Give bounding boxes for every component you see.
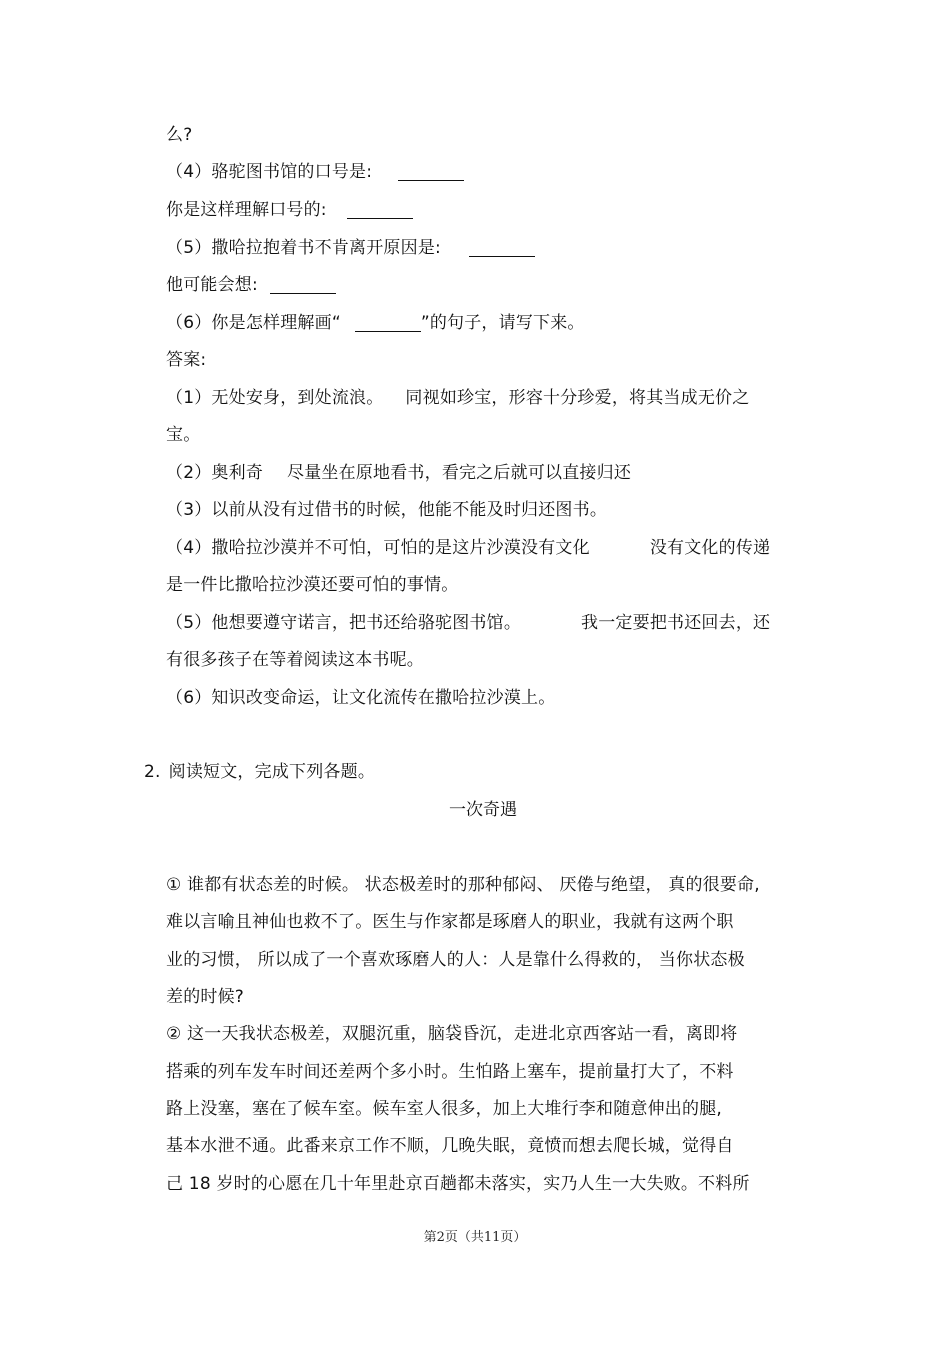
question-prompt: 阅读短文，完成下列各题。: [168, 762, 376, 782]
answer-2: [166, 461, 631, 485]
page-footer: 第2页（共11页）: [423, 1230, 527, 1245]
answer-blank[interactable]: [270, 275, 336, 294]
answer-heading: 答案:: [166, 350, 207, 370]
passage-line: 业的习惯， 所以成了一个喜欢琢磨人的人：人是靠什么得救的， 当你状态极: [166, 950, 745, 970]
answer-text: （4）撒哈拉沙漠并不可怕，可怕的是这片沙漠没有文化: [166, 538, 590, 558]
answer-6: （6）知识改变命运，让文化流传在撒哈拉沙漠上。: [166, 688, 556, 708]
answer-blank[interactable]: [347, 200, 413, 219]
question-text: （5）撒哈拉抱着书不肯离开原因是:: [166, 238, 441, 258]
answer-5-continued: 有很多孩子在等着阅读这本书呢。: [166, 650, 424, 670]
answer-4-continued: 是一件比撒哈拉沙漠还要可怕的事情。: [166, 575, 459, 595]
passage-line: 难以言喻且神仙也救不了。医生与作家都是琢磨人的职业，我就有这两个职: [166, 912, 734, 932]
question-5-followup: [166, 273, 336, 297]
question-text: （6）你是怎样理解画“: [166, 313, 341, 333]
answer-4: [166, 536, 770, 560]
passage-line: 基本水泄不通。此番来京工作不顺，几晚失眠，竟愤而想去爬长城，觉得自: [166, 1136, 734, 1156]
answer-text: （1）无处安身，到处流浪。: [166, 388, 384, 408]
answer-1-continued: 宝。: [166, 425, 201, 445]
question-text: 你是这样理解口号的:: [166, 200, 327, 220]
passage-line: 己 18 岁时的心愿在几十年里赴京百趟都未落实，实乃人生一大失败。不料所: [166, 1174, 750, 1194]
answer-1: [166, 386, 749, 410]
question-number: 2.: [144, 762, 161, 782]
question-text: ”的句子，请写下来。: [420, 313, 585, 333]
answer-3: （3）以前从没有过借书的时候，他能不能及时归还图书。: [166, 500, 608, 520]
passage-line: ② 这一天我状态极差，双腿沉重，脑袋昏沉，走进北京西客站一看，离即将: [166, 1024, 738, 1044]
answer-blank[interactable]: [355, 313, 421, 332]
question-text-line: 么?: [166, 125, 193, 145]
passage-line: 路上没塞，塞在了候车室。候车室人很多，加上大堆行李和随意伸出的腿,: [166, 1099, 723, 1119]
answer-text: 没有文化的传递: [649, 538, 771, 558]
question-2-heading: [144, 760, 375, 784]
answer-blank[interactable]: [398, 162, 464, 181]
answer-text: 同视如珍宝，形容十分珍爱，将其当成无价之: [405, 388, 750, 408]
answer-5: [166, 611, 770, 635]
passage-line: 差的时候?: [166, 987, 245, 1007]
question-5-prompt: [166, 236, 535, 260]
question-4-prompt: [166, 160, 464, 184]
passage-title: 一次奇遇: [449, 800, 517, 820]
question-6-prompt: [166, 311, 585, 335]
question-text: （4）骆驼图书馆的口号是:: [166, 162, 373, 182]
question-4-followup: [166, 198, 413, 222]
answer-blank[interactable]: [469, 238, 535, 257]
answer-text: 尽量坐在原地看书，看完之后就可以直接归还: [287, 463, 632, 483]
question-text: 他可能会想:: [166, 275, 258, 295]
passage-line: 搭乘的列车发车时间还差两个多小时。生怕路上塞车，提前量打大了，不料: [166, 1062, 734, 1082]
answer-text: （2）奥利奇: [166, 463, 264, 483]
answer-text: （5）他想要遵守诺言，把书还给骆驼图书馆。: [166, 613, 522, 633]
answer-text: 我一定要把书还回去，还: [581, 613, 771, 633]
passage-line: ① 谁都有状态差的时候。 状态极差时的那种郁闷、 厌倦与绝望， 真的很要命,: [166, 875, 760, 895]
